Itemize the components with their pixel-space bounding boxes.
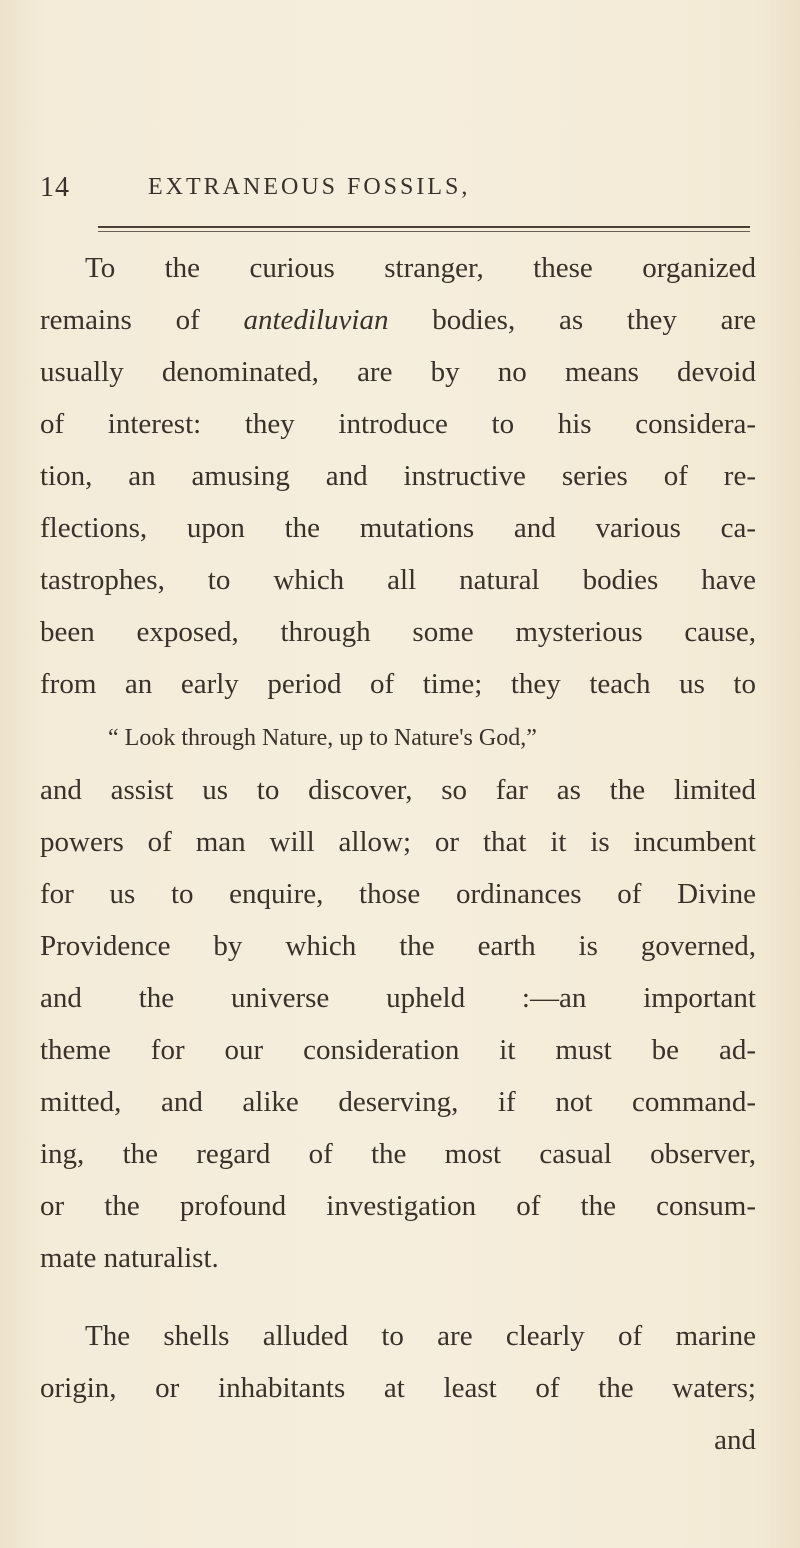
text-segment: remains of — [40, 304, 244, 336]
text-line: for us to enquire, those ordinances of Divine — [40, 878, 756, 910]
text-line: tastrophes, to which all natural bodies have — [40, 564, 756, 596]
text-line: ing, the regard of the most casual observer, — [40, 1138, 756, 1170]
header-rule — [98, 226, 750, 228]
page-number: 14 — [40, 172, 70, 203]
text-line: and the universe upheld :—an important — [40, 982, 756, 1014]
text-line: usually denominated, are by no means devoid — [40, 356, 756, 388]
text-line: To the curious stranger, these organized — [85, 252, 756, 284]
text-line: origin, or inhabitants at least of the waters; — [40, 1372, 756, 1404]
text-line: and assist us to discover, so far as the limited — [40, 774, 756, 806]
text-line: Providence by which the earth is governed, — [40, 930, 756, 962]
text-line: The shells alluded to are clearly of marine — [85, 1320, 756, 1352]
text-line: tion, an amusing and instructive series of re- — [40, 460, 756, 492]
text-line — [40, 302, 756, 338]
running-title: EXTRANEOUS FOSSILS, — [148, 174, 471, 200]
text-line: from an early period of time; they teach us to — [40, 668, 756, 700]
quotation-line: “ Look through Nature, up to Nature's God,” — [108, 725, 537, 751]
catchword: and — [714, 1424, 756, 1456]
text-line: flections, upon the mutations and various ca- — [40, 512, 756, 544]
text-line: powers of man will allow; or that it is incumbent — [40, 826, 756, 858]
text-line: of interest: they introduce to his considera- — [40, 408, 756, 440]
text-line: been exposed, through some mysterious cause, — [40, 616, 756, 648]
text-line: or the profound investigation of the consum- — [40, 1190, 756, 1222]
text-line: theme for our consideration it must be ad- — [40, 1034, 756, 1066]
text-line: mitted, and alike deserving, if not command- — [40, 1086, 756, 1118]
text-line: mate naturalist. — [40, 1242, 219, 1274]
italic-word: antediluvian — [243, 304, 389, 336]
page-header — [40, 172, 760, 212]
text-segment: bodies, as they are — [388, 304, 756, 336]
header-rule-thin — [98, 231, 750, 232]
